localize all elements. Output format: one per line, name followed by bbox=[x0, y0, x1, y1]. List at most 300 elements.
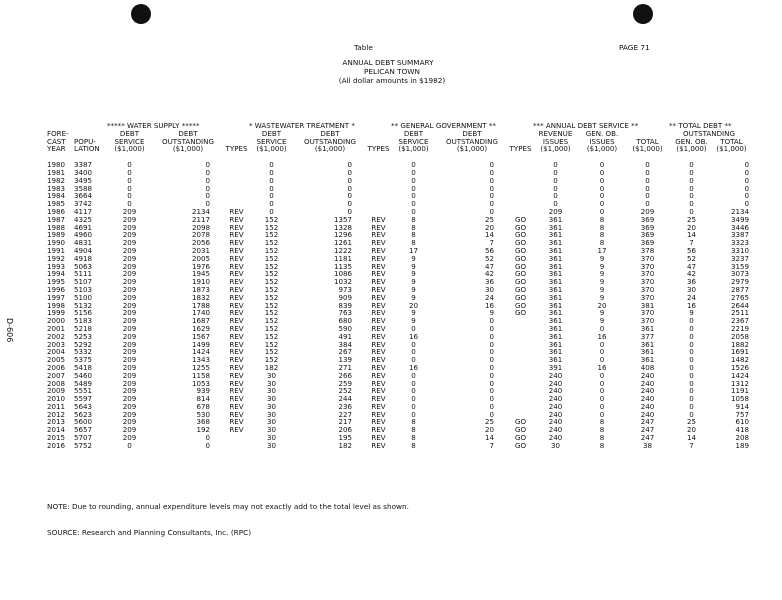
col-header: SERVICE bbox=[256, 136, 287, 146]
col-header: ($1,000) bbox=[586, 144, 618, 154]
table-cell: 2004 bbox=[47, 347, 66, 357]
table-cell: 209 bbox=[548, 206, 563, 216]
table-cell: 361 bbox=[548, 230, 563, 240]
table-cell: 152 bbox=[264, 308, 279, 318]
table-cell: 240 bbox=[640, 401, 655, 411]
table-cell: 30 bbox=[266, 394, 277, 404]
table-cell: 2979 bbox=[730, 277, 749, 287]
table-cell: 370 bbox=[640, 277, 655, 287]
table-cell: 1053 bbox=[191, 378, 210, 388]
table-cell bbox=[224, 434, 249, 442]
table-cell: 8 bbox=[411, 433, 416, 443]
table-cell: 30 bbox=[266, 433, 277, 443]
table-cell: 152 bbox=[264, 269, 279, 279]
group-general-government: ** GENERAL GOVERNMENT ** bbox=[391, 121, 496, 130]
table-cell: 610 bbox=[735, 417, 749, 427]
table-cell: 209 bbox=[640, 206, 655, 216]
table-cell: 25 bbox=[686, 214, 697, 224]
table-cell: 9 bbox=[411, 292, 416, 302]
table-cell: 209 bbox=[122, 245, 137, 255]
table-cell: 680 bbox=[338, 316, 352, 326]
table-cell: 1832 bbox=[191, 292, 210, 302]
table-cell: 5597 bbox=[74, 394, 93, 404]
table-cell: 209 bbox=[122, 339, 137, 349]
col-header: DEBT bbox=[178, 128, 198, 138]
table-cell: 0 bbox=[599, 355, 605, 365]
table-cell: REV bbox=[229, 261, 244, 271]
table-cell: REV bbox=[229, 277, 244, 287]
table-cell: 0 bbox=[411, 323, 416, 333]
table-cell: 8 bbox=[411, 440, 416, 450]
col-header: CAST bbox=[47, 136, 66, 146]
table-cell bbox=[508, 325, 533, 333]
table-cell: 361 bbox=[548, 331, 563, 341]
table-cell: 370 bbox=[640, 261, 655, 271]
table-cell bbox=[508, 364, 533, 372]
table-cell: REV bbox=[229, 401, 244, 411]
group-total-debt: ** TOTAL DEBT ** bbox=[669, 121, 732, 130]
table-cell: 8 bbox=[599, 214, 605, 224]
table-cell: 0 bbox=[599, 206, 605, 216]
table-cell: 0 bbox=[127, 199, 132, 209]
table-cell: 0 bbox=[599, 191, 605, 201]
table-cell: 14 bbox=[686, 433, 697, 443]
table-cell: 361 bbox=[548, 300, 563, 310]
table-cell: 0 bbox=[744, 199, 749, 209]
col-header bbox=[366, 130, 391, 138]
table-cell: 0 bbox=[689, 401, 694, 411]
table-cell bbox=[224, 161, 249, 169]
table-cell: 1312 bbox=[730, 378, 749, 388]
table-cell: 20 bbox=[597, 300, 607, 310]
table-cell: 209 bbox=[122, 355, 137, 365]
table-cell: GO bbox=[514, 292, 527, 302]
table-cell: 0 bbox=[645, 183, 650, 193]
table-cell: REV bbox=[371, 253, 386, 263]
table-cell: 266 bbox=[338, 370, 352, 380]
table-cell: 17 bbox=[597, 245, 607, 255]
col-header: ($1,000) bbox=[398, 144, 429, 154]
col-header bbox=[224, 130, 249, 138]
table-cell: 2000 bbox=[47, 316, 66, 326]
table-cell: 209 bbox=[122, 433, 137, 443]
table-cell: 0 bbox=[689, 409, 694, 419]
table-cell: 0 bbox=[689, 331, 694, 341]
table-cell: 240 bbox=[640, 409, 655, 419]
table-cell: 8 bbox=[599, 417, 605, 427]
table-cell: REV bbox=[371, 355, 386, 365]
table-cell: REV bbox=[371, 362, 386, 372]
table-cell: 0 bbox=[689, 206, 694, 216]
table-cell: 0 bbox=[205, 183, 210, 193]
table-cell: 14 bbox=[686, 230, 697, 240]
table-cell: 209 bbox=[122, 300, 137, 310]
table-cell: 8 bbox=[599, 230, 605, 240]
debt-table-body bbox=[47, 161, 749, 449]
table-cell: 42 bbox=[484, 269, 494, 279]
table-cell: 0 bbox=[411, 175, 416, 185]
table-cell: REV bbox=[371, 316, 386, 326]
table-cell: 14 bbox=[484, 433, 494, 443]
table-cell: 152 bbox=[264, 300, 279, 310]
table-cell bbox=[508, 333, 533, 341]
table-cell: 909 bbox=[338, 292, 352, 302]
table-label: Table bbox=[354, 43, 373, 52]
table-cell: GO bbox=[514, 214, 527, 224]
table-cell: 361 bbox=[548, 238, 563, 248]
table-cell: 1987 bbox=[47, 214, 66, 224]
table-cell: REV bbox=[371, 323, 386, 333]
table-cell: 0 bbox=[347, 175, 352, 185]
table-cell: 1158 bbox=[191, 370, 210, 380]
table-cell: 8 bbox=[599, 433, 605, 443]
table-cell: 361 bbox=[548, 269, 563, 279]
table-cell: 5489 bbox=[74, 378, 93, 388]
table-cell: 0 bbox=[689, 167, 694, 177]
table-cell: 2031 bbox=[191, 245, 210, 255]
table-cell: 1328 bbox=[333, 222, 352, 232]
col-header: ($1,000) bbox=[314, 144, 346, 154]
table-cell: 839 bbox=[338, 300, 352, 310]
table-cell: 0 bbox=[553, 183, 558, 193]
table-cell: REV bbox=[371, 401, 386, 411]
table-cell: 240 bbox=[548, 386, 563, 396]
table-cell: GO bbox=[514, 308, 527, 318]
table-cell: 240 bbox=[548, 370, 563, 380]
table-cell: 8 bbox=[411, 222, 416, 232]
table-cell: 240 bbox=[548, 394, 563, 404]
table-cell: 152 bbox=[264, 339, 279, 349]
table-cell: 14 bbox=[484, 230, 494, 240]
table-cell: 361 bbox=[548, 347, 563, 357]
table-cell bbox=[366, 192, 391, 200]
table-row bbox=[47, 169, 749, 177]
table-cell bbox=[508, 169, 533, 177]
table-cell: 209 bbox=[122, 378, 137, 388]
table-cell: 0 bbox=[553, 191, 558, 201]
table-cell: 1999 bbox=[47, 308, 66, 318]
table-cell: 240 bbox=[548, 417, 563, 427]
table-cell: 0 bbox=[689, 339, 694, 349]
table-cell: 1255 bbox=[191, 362, 210, 372]
table-cell: GO bbox=[514, 253, 527, 263]
table-cell: 0 bbox=[489, 206, 494, 216]
table-cell: 240 bbox=[548, 425, 563, 435]
table-cell: 1222 bbox=[333, 245, 352, 255]
table-cell: 0 bbox=[599, 378, 605, 388]
col-header: ISSUES bbox=[542, 136, 569, 146]
table-cell: 1997 bbox=[47, 292, 66, 302]
table-cell: 1983 bbox=[47, 183, 66, 193]
table-cell: 0 bbox=[489, 323, 494, 333]
table-cell: 0 bbox=[553, 167, 558, 177]
table-cell bbox=[508, 341, 533, 349]
table-cell: 4960 bbox=[74, 230, 93, 240]
table-cell: 30 bbox=[484, 284, 494, 294]
table-cell: 3237 bbox=[730, 253, 749, 263]
table-cell: 0 bbox=[411, 347, 416, 357]
table-cell: 1629 bbox=[191, 323, 210, 333]
table-cell: 209 bbox=[122, 425, 137, 435]
table-cell: 1343 bbox=[191, 355, 210, 365]
table-cell: 9 bbox=[411, 277, 416, 287]
table-cell: 9 bbox=[599, 261, 605, 271]
col-header: FORE- bbox=[47, 128, 69, 138]
table-row bbox=[47, 161, 749, 169]
table-cell: 2134 bbox=[191, 206, 210, 216]
table-cell bbox=[366, 200, 391, 208]
table-cell: 139 bbox=[338, 355, 352, 365]
table-cell: 30 bbox=[266, 409, 277, 419]
table-cell: 0 bbox=[269, 191, 274, 201]
table-cell: 0 bbox=[411, 339, 416, 349]
table-cell: 2098 bbox=[191, 222, 210, 232]
table-cell: 1982 bbox=[47, 175, 66, 185]
table-cell: 381 bbox=[640, 300, 655, 310]
table-cell: 240 bbox=[548, 378, 563, 388]
table-cell: 30 bbox=[266, 386, 277, 396]
table-cell: 8 bbox=[599, 440, 605, 450]
table-cell: 763 bbox=[338, 308, 352, 318]
table-cell: REV bbox=[371, 245, 386, 255]
table-cell: REV bbox=[371, 425, 386, 435]
table-cell bbox=[508, 161, 533, 169]
report-units: (All dollar amounts in $1982) bbox=[338, 76, 446, 85]
table-cell: REV bbox=[371, 269, 386, 279]
table-cell: 9 bbox=[689, 308, 694, 318]
table-cell: 209 bbox=[122, 269, 137, 279]
table-cell: 1691 bbox=[730, 347, 749, 357]
table-cell: 208 bbox=[735, 433, 749, 443]
table-cell: 361 bbox=[548, 245, 563, 255]
table-cell: 0 bbox=[489, 175, 494, 185]
table-cell bbox=[508, 372, 533, 380]
debt-summary-table bbox=[47, 122, 749, 450]
table-cell: 1945 bbox=[191, 269, 210, 279]
table-cell: 209 bbox=[122, 386, 137, 396]
table-cell: 0 bbox=[269, 183, 274, 193]
table-cell bbox=[508, 200, 533, 208]
table-cell: 378 bbox=[640, 245, 655, 255]
table-cell: REV bbox=[229, 269, 244, 279]
table-cell: 209 bbox=[122, 206, 137, 216]
col-header: POPU- bbox=[74, 136, 96, 146]
col-header: ($1,000) bbox=[256, 144, 287, 154]
table-cell: 209 bbox=[122, 409, 137, 419]
source-note: SOURCE: Research and Planning Consultants, Inc. (RPC) bbox=[47, 528, 252, 537]
table-cell: 0 bbox=[689, 378, 694, 388]
table-cell bbox=[366, 185, 391, 193]
table-cell bbox=[224, 192, 249, 200]
table-cell: 52 bbox=[686, 253, 697, 263]
table-cell: 209 bbox=[122, 323, 137, 333]
table-cell: REV bbox=[229, 292, 244, 302]
table-cell: 240 bbox=[640, 378, 655, 388]
table-cell: 0 bbox=[205, 160, 210, 170]
table-cell: 8 bbox=[411, 230, 416, 240]
table-cell: 16 bbox=[408, 362, 419, 372]
table-cell: 189 bbox=[735, 440, 749, 450]
table-cell: 209 bbox=[122, 401, 137, 411]
table-cell: 1740 bbox=[191, 308, 210, 318]
table-cell: 0 bbox=[553, 175, 558, 185]
table-cell: 678 bbox=[196, 401, 210, 411]
table-cell: REV bbox=[229, 409, 244, 419]
table-cell: 2117 bbox=[191, 214, 210, 224]
col-header: TYPES bbox=[509, 144, 532, 154]
table-cell: 2644 bbox=[730, 300, 749, 310]
table-cell: REV bbox=[229, 284, 244, 294]
table-cell: 0 bbox=[489, 370, 494, 380]
table-cell: REV bbox=[371, 300, 386, 310]
table-cell: 240 bbox=[548, 401, 563, 411]
table-cell: REV bbox=[229, 370, 244, 380]
table-cell: 1788 bbox=[191, 300, 210, 310]
table-cell: 2005 bbox=[191, 253, 210, 263]
table-cell: 0 bbox=[689, 386, 694, 396]
table-cell: 209 bbox=[122, 394, 137, 404]
col-header: SERVICE bbox=[398, 136, 429, 146]
table-cell: 206 bbox=[338, 425, 352, 435]
table-cell: 8 bbox=[411, 238, 416, 248]
page-number: PAGE 71 bbox=[619, 43, 650, 52]
table-cell: 5752 bbox=[74, 440, 93, 450]
table-cell: REV bbox=[371, 284, 386, 294]
table-cell: 152 bbox=[264, 331, 279, 341]
table-cell: 20 bbox=[484, 222, 494, 232]
table-cell: 25 bbox=[484, 417, 494, 427]
table-cell: REV bbox=[371, 378, 386, 388]
report-subtitle: PELICAN TOWN bbox=[364, 67, 420, 76]
table-cell: 0 bbox=[599, 323, 605, 333]
table-cell: 0 bbox=[411, 191, 416, 201]
table-cell: 370 bbox=[640, 316, 655, 326]
table-cell: 236 bbox=[338, 401, 352, 411]
table-cell: 3446 bbox=[730, 222, 749, 232]
table-cell: 1424 bbox=[191, 347, 210, 357]
table-cell: 2011 bbox=[47, 401, 66, 411]
table-cell: 5292 bbox=[74, 339, 93, 349]
col-header: REVENUE bbox=[538, 128, 573, 138]
table-cell: REV bbox=[371, 331, 386, 341]
table-cell: 42 bbox=[686, 269, 697, 279]
table-cell: 209 bbox=[122, 222, 137, 232]
table-cell: 0 bbox=[269, 160, 274, 170]
table-cell: 491 bbox=[338, 331, 352, 341]
col-header: ISSUES bbox=[589, 136, 615, 146]
table-cell: 1058 bbox=[730, 394, 749, 404]
table-row bbox=[47, 192, 749, 200]
table-cell: 1981 bbox=[47, 167, 66, 177]
table-cell: 0 bbox=[269, 175, 274, 185]
table-cell: 2010 bbox=[47, 394, 66, 404]
table-cell: REV bbox=[229, 347, 244, 357]
table-cell: 0 bbox=[269, 167, 274, 177]
table-cell: 0 bbox=[744, 167, 749, 177]
table-cell: 1424 bbox=[730, 370, 749, 380]
table-cell: 1567 bbox=[191, 331, 210, 341]
table-cell: 0 bbox=[411, 378, 416, 388]
table-cell: 2002 bbox=[47, 331, 66, 341]
table-cell: 9 bbox=[489, 308, 494, 318]
table-cell: 0 bbox=[489, 409, 494, 419]
table-cell: 1986 bbox=[47, 206, 66, 216]
col-header: ($1,000) bbox=[632, 144, 663, 154]
table-cell: 227 bbox=[338, 409, 352, 419]
table-cell: REV bbox=[371, 292, 386, 302]
table-cell: 209 bbox=[122, 261, 137, 271]
table-cell: 0 bbox=[599, 394, 605, 404]
table-cell: 30 bbox=[686, 284, 697, 294]
table-cell: 16 bbox=[484, 300, 494, 310]
table-cell: 361 bbox=[548, 277, 563, 287]
table-cell: 209 bbox=[122, 417, 137, 427]
table-cell: 1687 bbox=[191, 316, 210, 326]
table-cell: REV bbox=[229, 238, 244, 248]
table-cell bbox=[508, 317, 533, 325]
table-cell: REV bbox=[229, 339, 244, 349]
table-cell: 0 bbox=[269, 199, 274, 209]
table-cell: 56 bbox=[686, 245, 697, 255]
table-cell bbox=[366, 161, 391, 169]
table-cell: 0 bbox=[489, 331, 494, 341]
table-cell: 209 bbox=[122, 253, 137, 263]
table-cell: 2078 bbox=[191, 230, 210, 240]
table-cell: 361 bbox=[548, 355, 563, 365]
table-cell: 25 bbox=[686, 417, 697, 427]
table-cell: 9 bbox=[599, 284, 605, 294]
table-cell bbox=[508, 185, 533, 193]
table-cell: 1499 bbox=[191, 339, 210, 349]
table-cell: 20 bbox=[484, 425, 494, 435]
table-cell: 24 bbox=[686, 292, 697, 302]
table-cell: 2367 bbox=[730, 316, 749, 326]
col-header bbox=[508, 130, 533, 138]
table-cell: 1994 bbox=[47, 269, 66, 279]
table-cell: 2001 bbox=[47, 323, 66, 333]
table-cell: REV bbox=[229, 386, 244, 396]
table-cell: GO bbox=[514, 269, 527, 279]
table-cell: REV bbox=[229, 316, 244, 326]
table-cell: 30 bbox=[266, 425, 277, 435]
table-cell: 182 bbox=[264, 362, 279, 372]
table-cell: 9 bbox=[599, 277, 605, 287]
table-cell: REV bbox=[229, 362, 244, 372]
table-cell: 0 bbox=[645, 175, 650, 185]
table-cell: 0 bbox=[347, 191, 352, 201]
table-cell: 0 bbox=[489, 183, 494, 193]
table-cell: 0 bbox=[645, 191, 650, 201]
table-cell: GO bbox=[514, 300, 527, 310]
table-cell: 240 bbox=[548, 409, 563, 419]
table-cell: 209 bbox=[122, 284, 137, 294]
table-cell: 0 bbox=[127, 191, 132, 201]
binder-hole-left bbox=[131, 4, 151, 24]
table-cell: 209 bbox=[122, 316, 137, 326]
table-cell: 209 bbox=[122, 277, 137, 287]
table-cell: 2058 bbox=[730, 331, 749, 341]
table-cell: REV bbox=[229, 230, 244, 240]
table-cell: 8 bbox=[599, 425, 605, 435]
table-cell: 4691 bbox=[74, 222, 93, 232]
table-cell: 16 bbox=[597, 362, 607, 372]
table-cell: 7 bbox=[489, 440, 494, 450]
col-header: DEBT bbox=[261, 128, 282, 138]
table-cell bbox=[224, 177, 249, 185]
table-cell: 1086 bbox=[333, 269, 352, 279]
table-cell: 240 bbox=[640, 386, 655, 396]
table-cell: 0 bbox=[599, 167, 605, 177]
